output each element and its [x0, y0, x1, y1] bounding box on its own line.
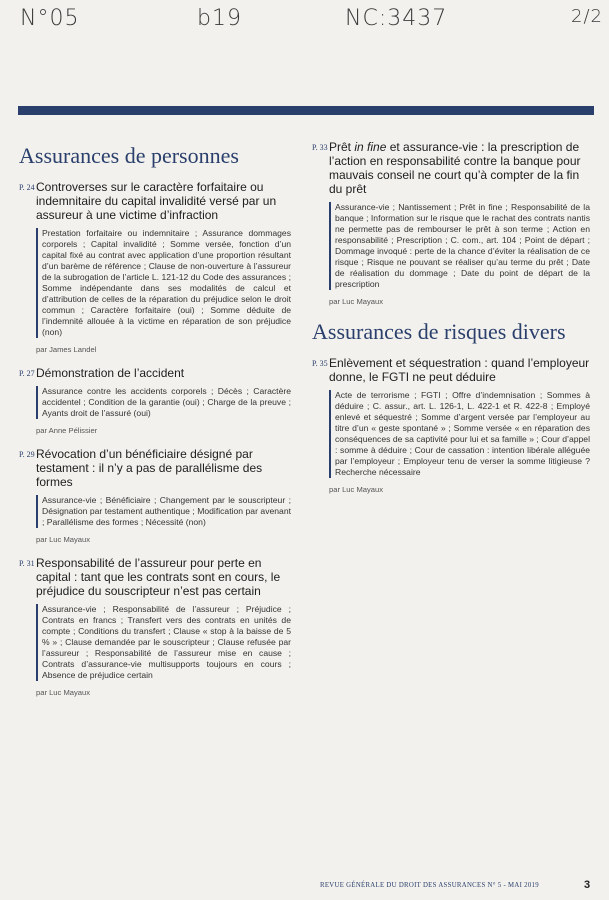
article-p29	[19, 447, 291, 544]
keyword-bar	[36, 495, 38, 528]
article-p31	[19, 556, 291, 697]
page-ref: P. 29	[19, 450, 35, 459]
article-author: par Anne Pélissier	[36, 426, 98, 435]
article-keywords: Assurance-vie ; Nantissement ; Prêt in fine ; Responsabilité de la banque ; Information sur le risque que le rachat des contrats nantis ne permette pas de rembourser le prêt à son terme ; Action en responsabilité ; Prescription ; C. com., art. 104 ; Point de départ ; Dommage invoqué : perte de la chance d’éviter la réalisation de ce risque ; Risque ne pouvant se réaliser qu’au terme du prêt ; Date de réalisation du dommage ; Date du point de départ de la prescription	[335, 202, 590, 289]
article-title-italic: in fine	[354, 140, 387, 154]
page-number: 3	[584, 879, 591, 891]
page-ref: P. 33	[312, 143, 328, 152]
journal-name: REVUE GÉNÉRALE DU DROIT DES ASSURANCES N° 5 - MAI 2019	[320, 882, 539, 889]
article-keywords: Assurance-vie ; Responsabilité de l’assureur ; Préjudice ; Contrats en francs ; Transfert vers des contrats en unités de compte ; Conditions du transfert ; Clause « stop à la baisse de 5 % » ; Clause demandée par le souscripteur ; Clause refusée par l’assureur ; Responsabilité de l’assureur mise en cause ; Contrats d’assurance-vie multisupports toujours en cours ; Absence de préjudice certain	[42, 604, 291, 680]
article-title-start: Prêt	[329, 140, 355, 154]
article-author: par Luc Mayaux	[36, 535, 91, 544]
article-author: par Luc Mayaux	[329, 485, 384, 494]
keyword-bar	[36, 386, 38, 419]
article-title: Controverses sur le caractère forfaitaire ou indemnitaire du capital invalidité versé par un assureur à une victime d’infraction	[36, 180, 277, 222]
article-title: Démonstration de l’accident	[36, 366, 185, 380]
section-title-risques-divers: Assurances de risques divers	[312, 319, 566, 344]
article-p24	[19, 180, 291, 354]
article-keywords: Assurance-vie ; Bénéficiaire ; Changement par le souscripteur ; Désignation par testament authentique ; Modification par avenant ; Parallélisme des formes ; Nécessité (non)	[42, 495, 291, 527]
article-author: par Luc Mayaux	[36, 688, 91, 697]
page-ref: P. 35	[312, 359, 328, 368]
header-rule	[18, 106, 594, 115]
article-keywords: Acte de terrorisme ; FGTI ; Offre d’indemnisation ; Sommes à déduire ; C. assur., art. L. 126-1, L. 422-1 et R. 422-8 ; Employé enlevé et séquestré ; Somme d’argent versée par l’employeur au titre d’un « geste spontané » ; Somme versée « en réparation des conséquences de sa captivité pour lui et sa famille » ; Cour d’appel : somme à déduire ; Cour de cassation : intention libérale alléguée par l’employeur ; Employeur tenu de verser la somme litigieuse ? Recherche nécessaire	[335, 390, 590, 477]
section-title-personnes: Assurances de personnes	[19, 143, 239, 168]
article-p33	[312, 140, 590, 306]
handwritten-note: b19	[197, 6, 242, 31]
keyword-bar	[36, 228, 38, 338]
handwritten-page-count: 2/2	[571, 6, 603, 27]
page-ref: P. 27	[19, 369, 35, 378]
article-title: Responsabilité de l’assureur pour perte en capital : tant que les contrats sont en cours, le préjudice du souscripteur n’est pas certain	[36, 556, 281, 598]
page-ref: P. 24	[19, 183, 35, 192]
article-p35	[312, 356, 590, 494]
article-title: Révocation d’un bénéficiaire désigné par testament : il n’y a pas de parallélisme des formes	[36, 447, 263, 489]
article-author: par James Landel	[36, 345, 97, 354]
page-footer	[0, 879, 609, 898]
left-column	[19, 140, 291, 709]
keyword-bar	[329, 390, 331, 478]
article-author: par Luc Mayaux	[329, 297, 384, 306]
article-keywords: Prestation forfaitaire ou indemnitaire ; Assurance dommages corporels ; Capital invalidité ; Somme versée, fonction d’un capital fixé au contrat avec application d’une proportion résultant d’un barème de référence ; Clause de non-ouverture à l’assureur de la subrogation de l’article L. 121-12 du Code des assurances ; Somme indépendante dans ses modalités de calcul et d’attribution de celles de la réparation du préjudice selon le droit commun ; Caractère forfaitaire (oui) ; Somme déduite de l’indemnité allouée à la victime en réparation de son préjudice (non)	[42, 228, 291, 337]
keyword-bar	[329, 202, 331, 290]
handwritten-issue-number: N°05	[20, 6, 80, 31]
article-title-end: et assurance-vie : la prescription de l’action en responsabilité contre la banque pour mauvais conseil ne court qu’à compter de la fin du prêt	[329, 140, 581, 196]
article-title: Enlèvement et séquestration : quand l’employeur donne, le FGTI ne peut déduire	[329, 356, 590, 384]
article-keywords: Assurance contre les accidents corporels ; Décès ; Caractère accidentel ; Condition de la garantie (oui) ; Charge de la preuve ; Ayants droit de l’assuré (oui)	[42, 386, 291, 418]
article-p27	[19, 366, 291, 435]
article-title	[329, 140, 590, 196]
handwritten-reference: NC:3437	[345, 6, 448, 31]
keyword-bar	[36, 604, 38, 681]
right-column	[312, 140, 590, 506]
page-ref: P. 31	[19, 559, 35, 568]
